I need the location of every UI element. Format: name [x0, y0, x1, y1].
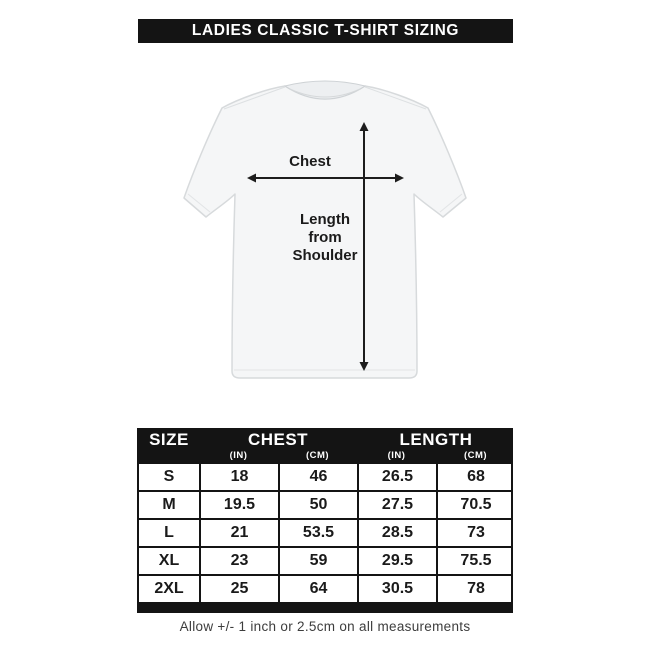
size-cell: XL: [158, 552, 180, 569]
length-in-cell: 26.5: [357, 464, 436, 490]
length-column-header: LENGTH: [399, 430, 473, 449]
length-in-cell: 28.5: [357, 520, 436, 546]
size-table: [137, 428, 513, 613]
length-cm-cell: 73: [436, 520, 514, 546]
length-measure-label: Length from Shoulder: [292, 211, 358, 264]
length-in-cell: 30.5: [357, 576, 436, 602]
chest-in-unit-header: (IN): [229, 450, 248, 461]
chest-in-cell: 21: [199, 520, 278, 546]
chest-cm-cell: 46: [278, 464, 357, 490]
length-cm-cell: 78: [436, 576, 514, 602]
table-bottom-bar: [137, 604, 513, 613]
chest-measure-label: Chest: [289, 153, 331, 170]
tolerance-note: Allow +/- 1 inch or 2.5cm on all measurements: [179, 619, 471, 634]
chest-cm-cell: 59: [278, 548, 357, 574]
length-cm-cell: 68: [436, 464, 514, 490]
length-in-cell: 27.5: [357, 492, 436, 518]
table-row-s: [139, 464, 511, 492]
chest-cm-cell: 50: [278, 492, 357, 518]
size-cell: L: [164, 524, 174, 541]
chest-cm-cell: 53.5: [278, 520, 357, 546]
size-cell: 2XL: [154, 580, 184, 597]
chest-in-cell: 18: [199, 464, 278, 490]
table-row-m: [139, 492, 511, 520]
size-cell: S: [163, 468, 175, 485]
table-row-2xl: [139, 576, 511, 604]
table-row-xl: [139, 548, 511, 576]
chest-in-cell: 19.5: [199, 492, 278, 518]
length-cm-cell: 70.5: [436, 492, 514, 518]
size-cell: M: [162, 496, 176, 513]
table-row-l: [139, 520, 511, 548]
chest-in-cell: 25: [199, 576, 278, 602]
chest-in-cell: 23: [199, 548, 278, 574]
size-column-header: SIZE: [149, 430, 189, 449]
length-cm-cell: 75.5: [436, 548, 514, 574]
length-in-unit-header: (IN): [387, 450, 406, 461]
chest-cm-cell: 64: [278, 576, 357, 602]
length-in-cell: 29.5: [357, 548, 436, 574]
length-cm-unit-header: (CM): [463, 450, 488, 461]
size-table-header: [137, 428, 513, 464]
chest-cm-unit-header: (CM): [305, 450, 330, 461]
chest-column-header: CHEST: [247, 430, 309, 449]
page-title: LADIES CLASSIC T-SHIRT SIZING: [138, 19, 513, 43]
